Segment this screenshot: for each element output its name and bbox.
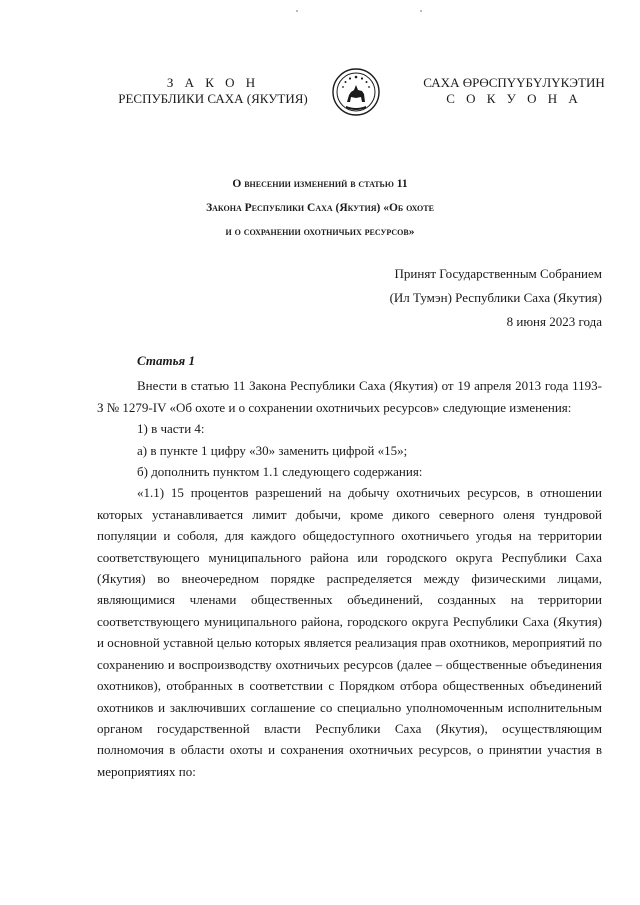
coat-of-arms-emblem-icon	[332, 68, 380, 116]
header-sakha-law: С О К У О Н А	[446, 91, 582, 106]
adoption-line-1: Принят Государственным Собранием	[394, 266, 602, 281]
adoption-date: 8 июня 2023 года	[506, 314, 602, 329]
document-title	[120, 172, 520, 244]
header-law-label: З А К О Н	[166, 75, 260, 90]
article-heading: Статья 1	[137, 353, 195, 368]
title-line-3: и о сохранении охотничьих ресурсов»	[225, 226, 415, 238]
scan-speck	[296, 10, 298, 12]
title-line-2: Закона Республики Саха (Якутия) «Об охоте	[206, 202, 434, 214]
amendment-quote: «1.1) 15 процентов разрешений на добычу охотничьих ресурсов, в отношении которых устанавливается лимит добычи, кроме дикого северного оленя тундровой популяции и соболя, для каждого общедоступного охотничьего угодья на территории соответствующего муниципального района или городского округа Республики Саха (Якутия) во внеочередном порядке распределяется между физическими лицами, являющимися членами общественных объединений, созданных на территории соответствующего муниципального района, городского округа Республики Саха (Якутия) и основной уставной целью которых является реализация прав охотников, мероприятий по сохранению и воспроизводству охотничьих ресурсов (далее – общественные объединения охотников), отобранных в соответствии с Порядком отбора общественных объединений охотников и заключивших соглашение со специально уполномоченным исполнительным органом государственной власти Республики Саха (Якутия), осуществляющим полномочия в области охоты и сохранения охотничьих ресурсов, о принятии участия в мероприятиях по:	[97, 485, 602, 779]
adoption-note	[390, 262, 602, 334]
header-sakha-republic: САХА ӨРӨСПҮҮБҮЛҮКЭТИН	[423, 75, 605, 90]
document-body	[97, 350, 602, 782]
title-line-1: О внесении изменений в статью 11	[232, 178, 408, 190]
adoption-line-2: (Ил Тумэн) Республики Саха (Якутия)	[389, 290, 602, 305]
article-intro: Внести в статью 11 Закона Республики Саха (Якутия) от 19 апреля 2013 года 1193-З № 1279-IV «Об охоте и о сохранении охотничьих ресурсов» следующие изменения:	[97, 378, 602, 415]
header-republic-name: РЕСПУБЛИКИ САХА (ЯКУТИЯ)	[118, 91, 308, 106]
header-left	[108, 75, 318, 107]
amendment-item-b: б) дополнить пунктом 1.1 следующего содержания:	[137, 464, 423, 480]
header-right	[418, 75, 610, 107]
amendment-item-1: 1) в части 4:	[137, 421, 205, 437]
scan-speck	[420, 10, 422, 12]
amendment-item-a: а) в пункте 1 цифру «30» заменить цифрой «15»;	[137, 442, 408, 458]
